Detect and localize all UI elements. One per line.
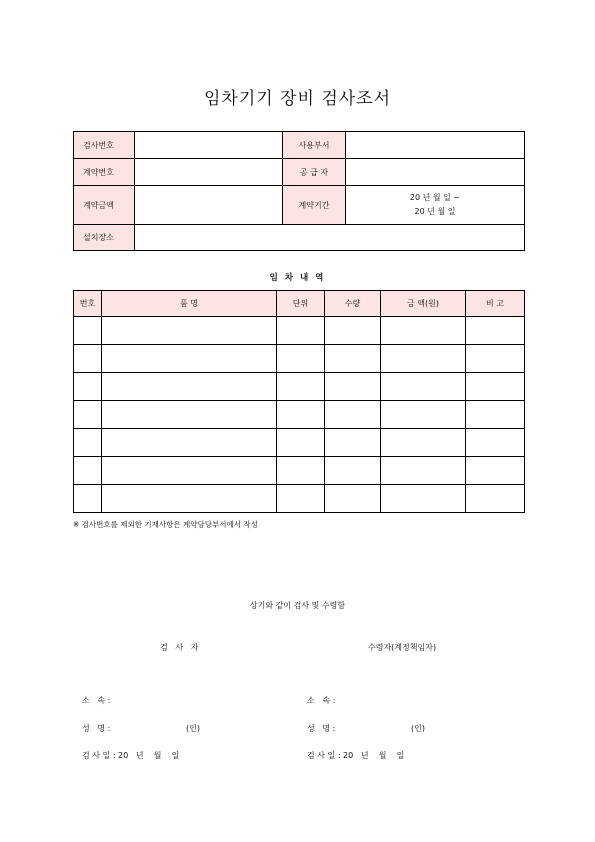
col-header-amount: 금 액(원): [381, 291, 466, 317]
table-row: [74, 345, 525, 373]
inspector-affiliation: 소 속 :: [82, 696, 111, 705]
footnote: ※ 검사번호를 제외한 기재사항은 계약담당부서에서 작성: [73, 520, 258, 529]
inspection-no-field[interactable]: [135, 132, 283, 159]
recipient-seal: (인): [411, 724, 425, 733]
period-end: 20 년 월 일: [414, 207, 456, 216]
table-row: [74, 317, 525, 345]
recipient-affiliation: 소 속 :: [307, 696, 336, 705]
supplier-label: 공 급 자: [283, 159, 346, 186]
inspector-role: 검 사 자: [160, 643, 199, 652]
inspector-date: 검 사 일 : 20 년 월 일: [82, 751, 180, 760]
document-title: 임차기기 장비 검사조서: [203, 89, 392, 109]
contract-period-field[interactable]: [346, 186, 525, 225]
contract-no-label: 계약번호: [74, 159, 135, 186]
period-start: 20 년 월 일 ~: [409, 193, 461, 202]
col-header-unit: 단위: [277, 291, 325, 317]
rental-details-table: [73, 290, 525, 513]
recipient-role: 수령자(계정책임자): [368, 643, 437, 652]
install-place-label: 설치장소: [74, 225, 135, 251]
col-header-quantity: 수량: [325, 291, 381, 317]
table-row: [74, 373, 525, 401]
using-dept-field[interactable]: [346, 132, 525, 159]
supplier-field[interactable]: [346, 159, 525, 186]
contract-amount-label: 계약금액: [74, 186, 135, 225]
confirmation-text: 상기와 같이 검사 및 수령함: [249, 601, 346, 610]
table-row: [74, 429, 525, 457]
table-row: [74, 401, 525, 429]
table-row: [74, 485, 525, 513]
recipient-name: 성 명 :: [307, 724, 336, 733]
table-row: [74, 457, 525, 485]
recipient-date: 검 사 일 : 20 년 월 일: [307, 751, 405, 760]
col-header-number: 번호: [74, 291, 102, 317]
rental-section-title: 임 차 내 역: [269, 273, 326, 283]
inspector-seal: (인): [186, 724, 200, 733]
inspector-name: 성 명 :: [82, 724, 111, 733]
col-header-remarks: 비 고: [466, 291, 525, 317]
col-header-item: 품 명: [102, 291, 277, 317]
inspection-no-label: 검사번호: [74, 132, 135, 159]
contract-period-label: 계약기간: [283, 186, 346, 225]
contract-amount-field[interactable]: [135, 186, 283, 225]
inspection-info-table: [73, 131, 525, 251]
install-place-field[interactable]: [135, 225, 525, 251]
contract-no-field[interactable]: [135, 159, 283, 186]
using-dept-label: 사용부서: [283, 132, 346, 159]
